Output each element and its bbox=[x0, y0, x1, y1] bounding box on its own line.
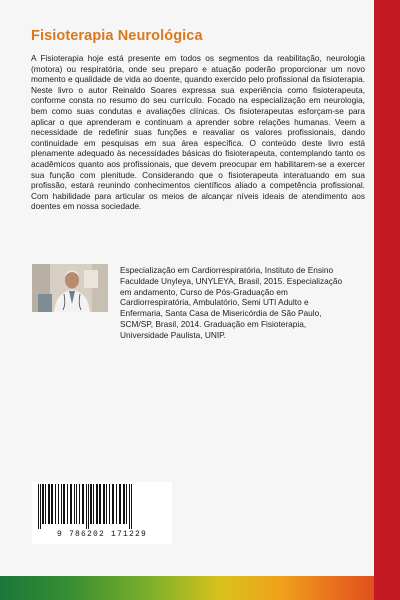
barcode-bar bbox=[70, 484, 72, 524]
footer-color-band bbox=[0, 576, 400, 600]
barcode-bar bbox=[40, 484, 41, 529]
barcode-bar bbox=[38, 484, 39, 529]
barcode-bar bbox=[82, 484, 84, 524]
barcode-bar bbox=[103, 484, 105, 524]
barcode-bar bbox=[106, 484, 107, 524]
barcode-bar bbox=[119, 484, 121, 524]
barcode-bars bbox=[38, 484, 166, 529]
barcode-digits: 9 786202 171229 bbox=[56, 530, 147, 539]
barcode-bar bbox=[96, 484, 98, 524]
barcode-bar bbox=[129, 484, 130, 529]
barcode-bar bbox=[55, 484, 56, 524]
barcode-bar bbox=[67, 484, 68, 524]
barcode-bar bbox=[61, 484, 62, 524]
barcode-bar bbox=[112, 484, 114, 524]
barcode-bar bbox=[86, 484, 87, 529]
barcode-bar bbox=[51, 484, 53, 524]
barcode-bar bbox=[48, 484, 50, 524]
author-photo-image bbox=[32, 264, 108, 312]
author-photo bbox=[32, 264, 108, 312]
barcode-bar bbox=[76, 484, 77, 524]
barcode-bar bbox=[123, 484, 125, 524]
barcode-bar bbox=[90, 484, 92, 524]
barcode-bar bbox=[99, 484, 101, 524]
barcode-bar bbox=[109, 484, 110, 524]
barcode-bar bbox=[42, 484, 44, 524]
book-description: A Fisioterapia hoje está presente em todos os segmentos da reabilitação, neurologia (motora) ou respiratória, onde seu preparo e atuação poderão proporcionar um novo momento e qualidade de vida ao doente, quando exercido pelo profissional da fisioterapia. Neste livro o autor Reinaldo Soares expressa sua experiência como fisioterapeuta, conforme consta no resumo do seu currículo. Focado na especialização em neurologia, bem como suas condutas e avaliações clínicas. Os fisioterapeutas esforçam-se para aplicar o que aprenderam e continuam a aprender sobre relações humanas. Veem a necessidade de redefinir suas funções e reavaliar os valores profissionais, dando continuidade em pesquisas em sua área específica. O conteúdo deste livro está plenamente adequado às necessidades básicas do fisioterapeuta, contemplando tanto os acadêmicos quanto aos profissionais, que devem preocupar em habilitarem-se a exercer sua função com plenitude. Considerando que o fisioterapeuta interatuando em sua profissão, estará reunindo conhecimentos científicos aliado a competência profissional. Com habilidade para articular os meios de alcançar níveis ideais de atendimento aos doentes em nossa sociedade. bbox=[31, 53, 365, 212]
barcode-bar bbox=[116, 484, 117, 524]
barcode-bar bbox=[45, 484, 46, 524]
barcode-bar bbox=[131, 484, 132, 529]
barcode-bar bbox=[88, 484, 89, 529]
spine-stripe bbox=[374, 0, 400, 600]
author-bio: Especialização em Cardiorrespiratória, Instituto de Ensino Faculdade Unyleya, UNYLEYA, Brasil, 2015. Especialização em andamento, Curso de Pós-Graduação em Cardiorrespiratória, Ambulatório, Semi UTI Adulto e Enfermaria, Santa Casa de Misericórdia de São Paulo, SCM/SP, Brasil, 2014. Graduação em Fisioterapia, Universidade Paulista, UNIP. bbox=[120, 265, 343, 340]
barcode-bar bbox=[74, 484, 75, 524]
barcode-bar bbox=[93, 484, 94, 524]
footer-corner bbox=[374, 576, 400, 600]
barcode-bar bbox=[58, 484, 59, 524]
book-title: Fisioterapia Neurológica bbox=[31, 28, 203, 44]
barcode-bar bbox=[79, 484, 80, 524]
isbn-barcode bbox=[32, 482, 172, 544]
barcode-bar bbox=[126, 484, 127, 524]
barcode-bar bbox=[63, 484, 65, 524]
